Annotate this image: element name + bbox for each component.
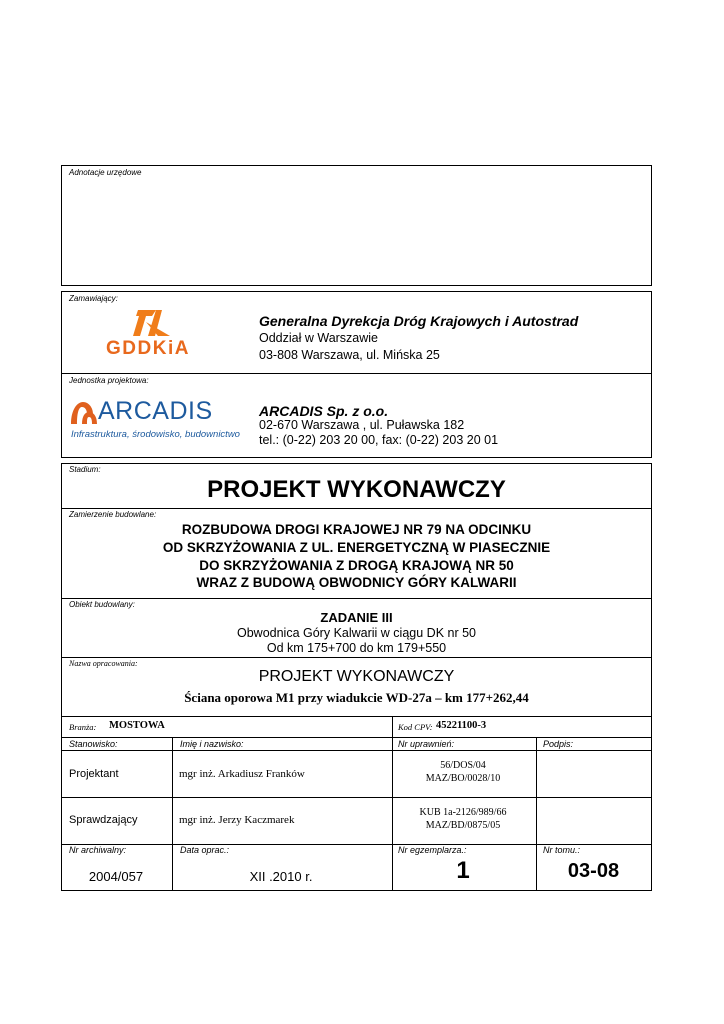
- cpv-value: 45221100-3: [436, 720, 487, 731]
- work-title: PROJEKT WYKONAWCZY: [258, 668, 455, 685]
- work-subtitle: Ściana oporowa M1 przy wiadukcie WD-27a – km 177+262,44: [184, 690, 529, 705]
- intent-line-4: WRAZ Z BUDOWĄ OBWODNICY GÓRY KALWARII: [196, 575, 517, 590]
- row1-role: Projektant: [69, 768, 119, 780]
- title-block: [61, 463, 652, 891]
- row1-license-1: 56/DOS/04: [440, 760, 486, 771]
- designer-label: Jednostka projektowa:: [69, 376, 149, 385]
- designer-line2: tel.: (0-22) 203 20 00, fax: (0-22) 203 20 01: [259, 433, 499, 447]
- investor-line2: 03-808 Warszawa, ul. Mińska 25: [259, 348, 440, 362]
- designer-name: ARCADIS Sp. z o.o.: [259, 403, 389, 419]
- row2-license-1: KUB 1a-2126/989/66: [419, 807, 507, 818]
- divider-branch: [62, 737, 651, 738]
- header-role: Stanowisko:: [69, 739, 118, 749]
- parties-divider: [62, 373, 651, 374]
- row2-name: mgr inż. Jerzy Kaczmarek: [179, 814, 295, 826]
- divider-branch-v: [392, 716, 393, 737]
- footer-archive-value: 2004/057: [88, 869, 144, 884]
- footer-volume-label: Nr tomu.:: [543, 845, 581, 855]
- footer-copy-value: 1: [456, 857, 470, 884]
- footer-date-value: XII .2010 r.: [249, 869, 313, 884]
- intent-label: Zamierzenie budowlane:: [69, 510, 157, 519]
- stage-value: PROJEKT WYKONAWCZY: [207, 476, 506, 503]
- row2-role: Sprawdzający: [69, 814, 138, 826]
- gddkia-logo: [100, 306, 210, 362]
- stage-label: Stadium:: [69, 465, 101, 474]
- annotations-label: Adnotacje urzędowe: [69, 168, 142, 177]
- intent-line-2: OD SKRZYŻOWANIA Z UL. ENERGETYCZNĄ W PIASECZNIE: [162, 540, 551, 555]
- arcadis-logo-tagline: Infrastruktura, środowisko, budownictwo: [71, 429, 240, 440]
- gddkia-logo-text: GDDKiA: [106, 338, 190, 359]
- footer-date-label: Data oprac.:: [180, 845, 230, 855]
- object-title: ZADANIE III: [320, 610, 393, 625]
- branch-value: MOSTOWA: [109, 720, 165, 731]
- parties-box: [61, 291, 652, 458]
- table-vline-1: [172, 737, 173, 890]
- designer-line1: 02-670 Warszawa , ul. Puławska 182: [259, 418, 465, 432]
- arcadis-logo: [69, 396, 259, 446]
- divider-work: [62, 716, 651, 717]
- header-signature: Podpis:: [543, 739, 574, 749]
- row1-license-2: MAZ/BO/0028/10: [425, 773, 501, 784]
- footer-copy-label: Nr egzemplarza.:: [398, 845, 467, 855]
- divider-header: [62, 750, 651, 751]
- arcadis-logo-text: ARCADIS: [98, 397, 213, 425]
- header-name: Imię i nazwisko:: [180, 739, 244, 749]
- header-license: Nr uprawnień:: [398, 739, 455, 749]
- row2-license-2: MAZ/BD/0875/05: [425, 820, 501, 831]
- annotations-box: [61, 165, 652, 286]
- cpv-label: Kod CPV:: [398, 722, 433, 732]
- object-line1: Obwodnica Góry Kalwarii w ciągu DK nr 50: [237, 626, 476, 640]
- object-label: Obiekt budowlany:: [69, 600, 135, 609]
- divider-stage: [62, 508, 651, 509]
- divider-row1: [62, 797, 651, 798]
- work-label: Nazwa opracowania:: [69, 659, 138, 668]
- divider-intent: [62, 598, 651, 599]
- footer-archive-label: Nr archiwalny:: [69, 845, 127, 855]
- divider-object: [62, 657, 651, 658]
- branch-label: Branża:: [69, 722, 97, 732]
- investor-name: Generalna Dyrekcja Dróg Krajowych i Autostrad: [259, 313, 579, 329]
- investor-line1: Oddział w Warszawie: [259, 331, 379, 345]
- intent-line-3: DO SKRZYŻOWANIA Z DROGĄ KRAJOWĄ NR 50: [199, 558, 514, 573]
- investor-label: Zamawiający:: [69, 294, 118, 303]
- footer-volume-value: 03-08: [567, 860, 620, 882]
- row1-name: mgr inż. Arkadiusz Franków: [179, 768, 305, 780]
- object-line2: Od km 175+700 do km 179+550: [266, 641, 447, 655]
- intent-line-1: ROZBUDOWA DROGI KRAJOWEJ NR 79 NA ODCINKU: [181, 522, 532, 537]
